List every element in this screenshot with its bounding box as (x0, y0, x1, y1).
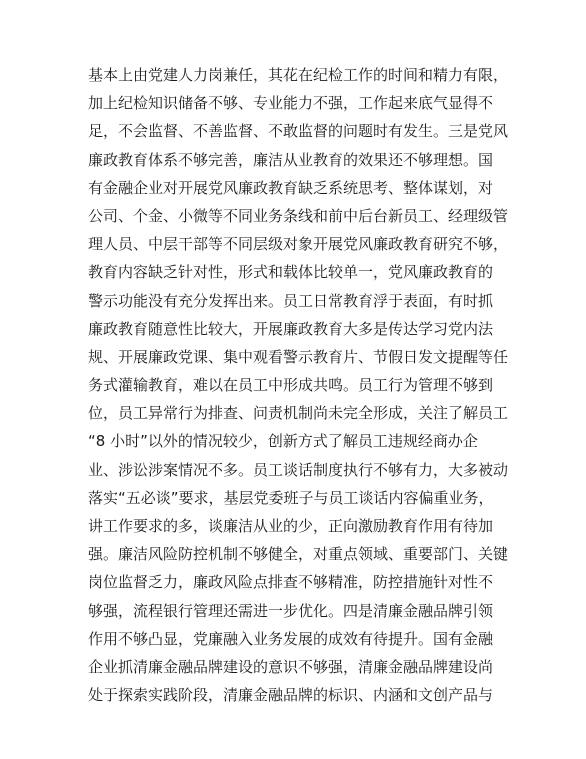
text-line: “8 小时”以外的情况较少，创新方式了解员工违规经商办企 (88, 432, 478, 451)
text-line: 教育内容缺乏针对性，形式和载体比较单一，党风廉政教育的 (88, 263, 494, 282)
body-text (88, 61, 508, 709)
text-line: 理人员、中层干部等不同层级对象开展党风廉政教育研究不够， (88, 235, 508, 254)
text-line: 够强，流程银行管理还需进一步优化。四是清廉金融品牌引领 (88, 601, 494, 620)
text-line: 落实“五必谈”要求，基层党委班子与员工谈话内容偏重业务， (88, 488, 494, 507)
text-line: 位，员工异常行为排查、问责机制尚未完全形成，关注了解员工 (88, 404, 508, 423)
text-line: 廉政教育随意性比较大，开展廉政教育大多是传达学习党内法 (88, 319, 494, 338)
text-line: 基本上由党建人力岗兼任，其花在纪检工作的时间和精力有限， (88, 66, 508, 84)
text-line: 岗位监督乏力，廉政风险点排查不够精准，防控措施针对性不 (88, 573, 494, 592)
text-line: 规、开展廉政党课、集中观看警示教育片、节假日发文提醒等任 (88, 347, 508, 366)
text-line: 讲工作要求的多，谈廉洁从业的少，正向激励教育作用有待加 (88, 517, 494, 535)
text-line: 足，不会监督、不善监督、不敢监督的问题时有发生。三是党风 (88, 122, 508, 141)
text-line: 公司、个金、小微等不同业务条线和前中后台新员工、经理级管 (88, 206, 508, 225)
text-line: 处于探索实践阶段，清廉金融品牌的标识、内涵和文创产品与 (88, 686, 494, 705)
text-line: 强。廉洁风险防控机制不够健全，对重点领域、重要部门、关键 (88, 545, 508, 564)
text-line: 企业抓清廉金融品牌建设的意识不够强，清廉金融品牌建设尚 (88, 657, 494, 676)
text-line: 廉政教育体系不够完善，廉洁从业教育的效果还不够理想。国 (88, 150, 494, 169)
text-line: 业、涉讼涉案情况不多。员工谈话制度执行不够有力，大多被动 (88, 460, 508, 479)
text-line: 警示功能没有充分发挥出来。员工日常教育浮于表面，有时抓 (88, 291, 494, 310)
text-line: 务式灌输教育，难以在员工中形成共鸣。员工行为管理不够到 (88, 376, 494, 395)
text-line: 加上纪检知识储备不够、专业能力不强，工作起来底气显得不 (88, 94, 494, 113)
text-line: 有金融企业对开展党风廉政教育缺乏系统思考、整体谋划，对 (88, 178, 494, 197)
text-line: 作用不够凸显，党廉融入业务发展的成效有待提升。国有金融 (88, 629, 494, 648)
